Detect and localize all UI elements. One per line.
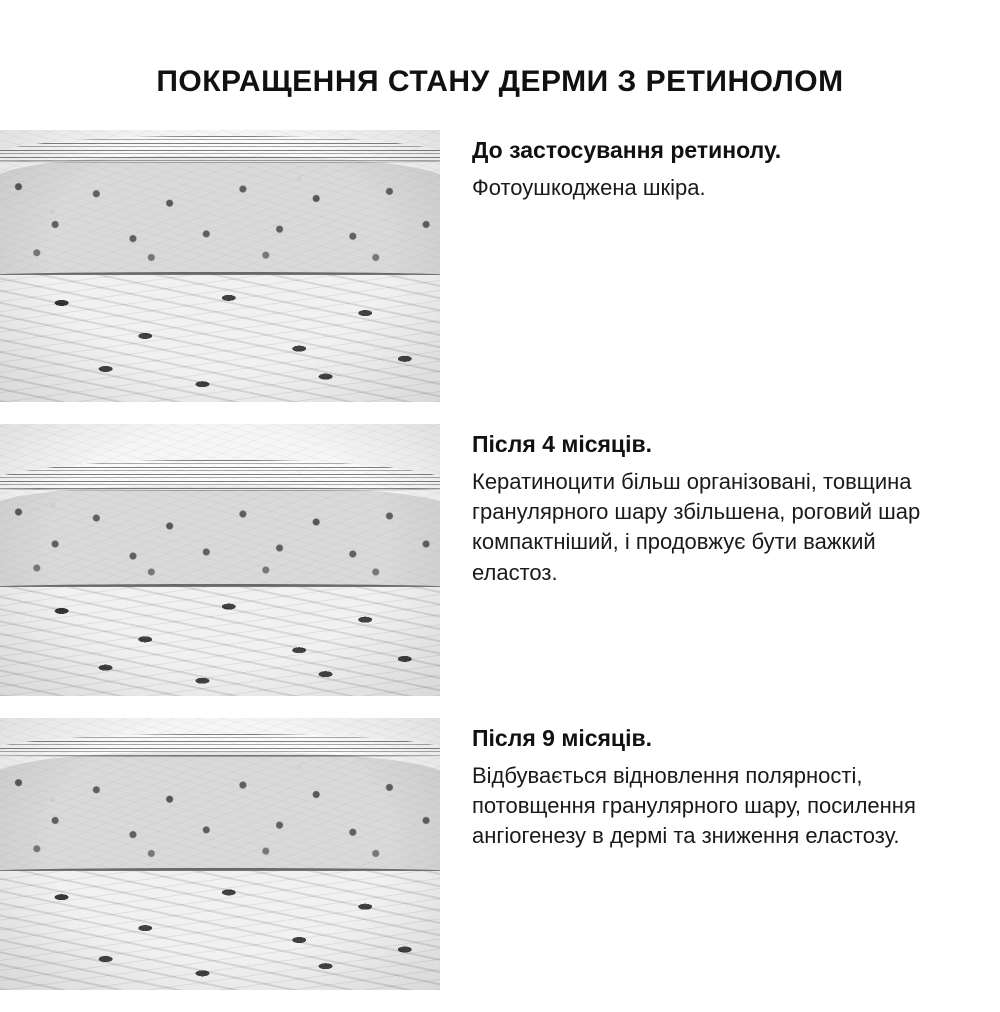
- row-heading: Після 4 місяців.: [472, 431, 652, 457]
- row-heading: До застосування ретинолу.: [472, 137, 782, 163]
- comparison-row: [0, 718, 1000, 990]
- slide-vignette: [0, 718, 440, 990]
- row-text-block: [440, 424, 1000, 588]
- row-body: Кератиноцити більш організовані, товщина гранулярного шару збільшена, роговий шар компактніший, і продовжує бути важкий еластоз.: [472, 468, 921, 585]
- row-text-block: [440, 718, 1000, 852]
- slide-vignette: [0, 424, 440, 696]
- row-body: Фотоушкоджена шкіра.: [472, 174, 706, 200]
- micrograph-illustration: [0, 130, 440, 402]
- micrograph-illustration: [0, 424, 440, 696]
- comparison-row: [0, 424, 1000, 696]
- histology-image-4-months: [0, 424, 440, 696]
- comparison-rows: [0, 130, 1000, 1012]
- page-title: ПОКРАЩЕННЯ СТАНУ ДЕРМИ З РЕТИНОЛОМ: [156, 65, 844, 99]
- row-heading: Після 9 місяців.: [472, 725, 652, 751]
- micrograph-illustration: [0, 718, 440, 990]
- slide-vignette: [0, 130, 440, 402]
- comparison-row: [0, 130, 1000, 402]
- row-text-block: [440, 130, 1000, 203]
- histology-image-9-months: [0, 718, 440, 990]
- histology-image-before: [0, 130, 440, 402]
- row-body: Відбувається відновлення полярності, потовщення гранулярного шару, посилення ангіогенезу в дермі та зниження еластозу.: [472, 762, 916, 849]
